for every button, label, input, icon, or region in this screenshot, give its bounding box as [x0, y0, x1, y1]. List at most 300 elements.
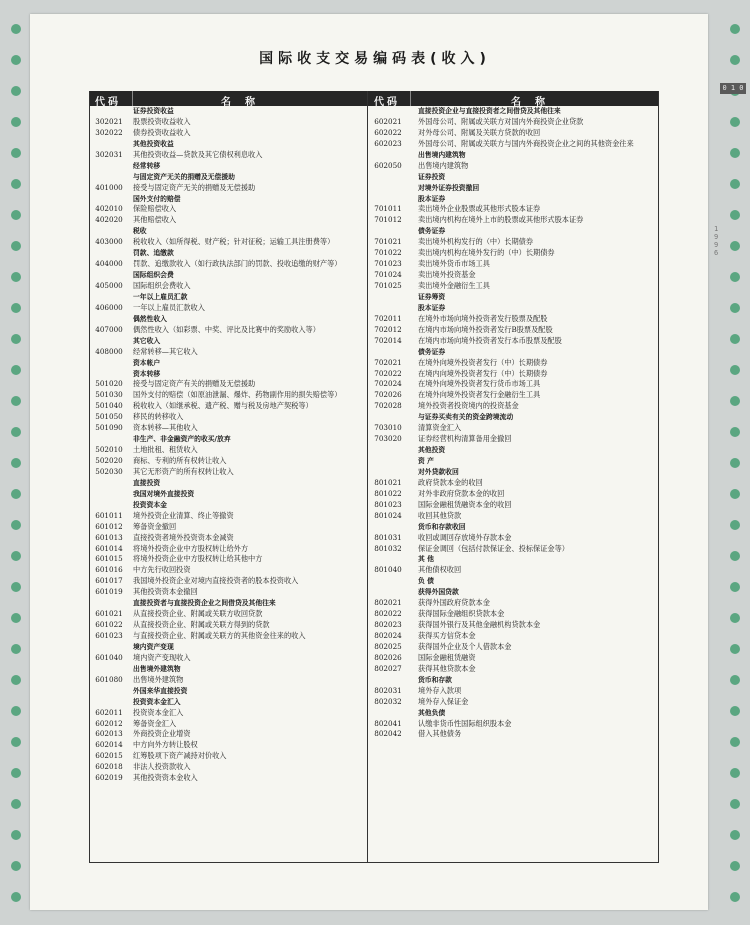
section-heading-row — [368, 708, 658, 719]
name-cell: 获得国际金融组织贷款本金 — [418, 609, 505, 619]
name-cell: 境外存入保证金 — [418, 696, 469, 706]
section-heading-row — [89, 336, 367, 347]
name-cell: 清算资金汇入 — [418, 423, 462, 433]
section-heading-row — [368, 303, 658, 314]
section-heading-row — [89, 642, 367, 653]
table-row — [89, 609, 367, 620]
code-cell: 601021 — [95, 609, 123, 619]
name-cell: 国际组织会费收入 — [133, 281, 191, 290]
table-row — [368, 631, 658, 642]
table-row — [368, 729, 658, 740]
table-row — [89, 347, 367, 358]
code-cell: 801022 — [374, 488, 402, 498]
code-cell: 601014 — [95, 543, 123, 553]
code-cell: 801031 — [374, 532, 402, 542]
code-cell: 702028 — [374, 401, 402, 411]
feed-hole — [730, 24, 740, 34]
table-row — [89, 215, 367, 226]
name-cell: 移民的转移收入 — [133, 412, 184, 422]
name-cell: 国外支付的赔偿 — [133, 194, 181, 203]
code-cell: 501090 — [95, 423, 123, 433]
code-cell: 702011 — [374, 313, 402, 323]
name-cell: 投资资本金汇入 — [133, 707, 184, 717]
table-row — [368, 511, 658, 522]
code-cell: 701024 — [374, 270, 402, 280]
code-cell: 602050 — [374, 160, 402, 170]
name-cell: 证券筹资 — [418, 292, 446, 301]
code-cell: 602012 — [95, 718, 123, 728]
table-row — [89, 751, 367, 762]
name-cell: 将境外投资企业中方股权转让给其他中方 — [133, 554, 263, 564]
code-cell: 802042 — [374, 729, 402, 739]
name-cell: 一年以上雇员汇款收入 — [133, 302, 205, 312]
name-cell: 在境外向境外投资者发行（中）长期债券 — [418, 357, 548, 367]
name-header: 名称 — [511, 97, 559, 108]
feed-hole — [730, 210, 740, 220]
table-row — [89, 390, 367, 401]
frame-line-right — [658, 91, 659, 862]
code-cell: 502010 — [95, 445, 123, 455]
name-cell: 境外投资者投资境内的投资基金 — [418, 401, 519, 411]
section-heading-row — [368, 412, 658, 423]
name-cell: 税收收入（如所得税、财产税；针对征税；运输工具注册费等） — [133, 237, 335, 247]
feed-hole — [11, 86, 21, 96]
name-cell: 卖出境外企业股票或其他形式股本证券 — [418, 204, 541, 214]
code-cell: 702014 — [374, 335, 402, 345]
feed-hole — [11, 117, 21, 127]
code-cell: 601019 — [95, 587, 123, 597]
table-row — [368, 117, 658, 128]
code-cell: 602019 — [95, 773, 123, 783]
feed-hole — [11, 830, 21, 840]
feed-hole — [11, 365, 21, 375]
feed-hole — [730, 334, 740, 344]
table-row — [368, 215, 658, 226]
name-cell: 获得国外银行及其他金融机构贷款本金 — [418, 620, 541, 630]
frame-line-bottom — [89, 862, 659, 863]
name-cell: 货币和存款收回 — [418, 522, 466, 531]
table-row — [368, 336, 658, 347]
table-row — [89, 522, 367, 533]
table-row — [89, 401, 367, 412]
section-heading-row — [89, 489, 367, 500]
name-cell: 债务证券 — [418, 347, 446, 356]
table-row — [89, 325, 367, 336]
name-cell: 卖出境外机构发行的（中）长期债券 — [418, 237, 534, 247]
name-cell: 债务证券 — [418, 227, 446, 236]
code-cell: 602022 — [374, 127, 402, 137]
name-cell: 其他负债 — [418, 708, 446, 717]
section-heading-row — [89, 226, 367, 237]
name-cell: 获得外国贷款 — [418, 588, 459, 597]
feed-hole — [11, 737, 21, 747]
code-cell: 701012 — [374, 215, 402, 225]
table-row — [368, 434, 658, 445]
feed-hole — [730, 644, 740, 654]
code-cell: 802041 — [374, 718, 402, 728]
code-cell: 802025 — [374, 641, 402, 651]
code-cell: 602015 — [95, 751, 123, 761]
table-row — [368, 325, 658, 336]
table-row — [368, 478, 658, 489]
section-heading-row — [89, 106, 367, 117]
section-heading-row — [368, 456, 658, 467]
frame-line-middle — [367, 91, 368, 862]
side-label: 0 1 0 — [720, 83, 746, 94]
table-row — [89, 729, 367, 740]
feed-hole — [730, 179, 740, 189]
code-cell: 802032 — [374, 696, 402, 706]
name-cell: 国际金融租赁融资 — [418, 652, 476, 662]
code-cell: 703010 — [374, 423, 402, 433]
section-heading-row — [368, 554, 658, 565]
feed-hole — [730, 303, 740, 313]
code-cell: 601022 — [95, 620, 123, 630]
code-cell: 407000 — [95, 324, 123, 334]
code-cell: 802023 — [374, 620, 402, 630]
name-cell: 其 他 — [418, 555, 434, 564]
section-heading-row — [89, 434, 367, 445]
table-row — [89, 511, 367, 522]
header-divider — [410, 91, 411, 106]
table-row — [368, 314, 658, 325]
code-cell: 601012 — [95, 521, 123, 531]
name-cell: 卖出境外投资基金 — [418, 270, 476, 280]
code-cell: 601016 — [95, 565, 123, 575]
feed-hole — [730, 892, 740, 902]
name-cell: 土地批租、租赁收入 — [133, 445, 198, 455]
right-tractor-strip — [718, 0, 750, 925]
code-cell: 802031 — [374, 685, 402, 695]
name-cell: 证券投资收益 — [133, 107, 174, 115]
table-row — [368, 401, 658, 412]
code-cell: 402010 — [95, 204, 123, 214]
name-cell: 资本帐户 — [133, 358, 161, 367]
table-row — [89, 773, 367, 784]
name-cell: 我国对境外直接投资 — [133, 489, 195, 498]
table-row — [89, 533, 367, 544]
code-cell: 501050 — [95, 412, 123, 422]
name-cell: 对外母公司、附属及关联方贷款的收回 — [418, 127, 541, 137]
right-column-header — [368, 91, 658, 106]
code-cell: 702026 — [374, 390, 402, 400]
name-cell: 出售境内建筑物 — [418, 160, 469, 170]
code-cell: 602013 — [95, 729, 123, 739]
table-row — [89, 544, 367, 555]
feed-hole — [730, 737, 740, 747]
table-row — [368, 161, 658, 172]
section-heading-row — [89, 598, 367, 609]
name-cell: 出售境外建筑物 — [133, 664, 181, 673]
name-cell: 从直接投资企业、附属或关联方收回贷款 — [133, 609, 263, 619]
name-cell: 税收收入（如继承税、遗产税、赠与税及房地产契税等） — [133, 401, 313, 411]
name-cell: 非生产、非金融资产的收买/放弃 — [133, 435, 231, 444]
name-cell: 经常转移 — [133, 161, 161, 170]
name-cell: 直接投资者与直接投资企业之间借贷及其他往来 — [133, 599, 276, 608]
code-cell: 402020 — [95, 215, 123, 225]
code-cell: 601015 — [95, 554, 123, 564]
code-cell: 302021 — [95, 116, 123, 126]
table-row — [368, 697, 658, 708]
code-cell: 702024 — [374, 379, 402, 389]
table-row — [368, 270, 658, 281]
table-row — [89, 675, 367, 686]
feed-hole — [11, 334, 21, 344]
code-cell: 701011 — [374, 204, 402, 214]
feed-hole — [730, 861, 740, 871]
section-heading-row — [89, 139, 367, 150]
code-cell: 502020 — [95, 456, 123, 465]
feed-hole — [730, 427, 740, 437]
right-column — [368, 91, 658, 740]
name-cell: 外国母公司、附属或关联方与国内外商投资企业之间的其他资金往来 — [418, 138, 634, 148]
section-heading-row — [89, 314, 367, 325]
side-mark: 1 9 9 6 — [714, 225, 719, 257]
table-row — [89, 204, 367, 215]
feed-hole — [11, 799, 21, 809]
name-cell: 红筹股项下资产减持对价收入 — [133, 751, 227, 761]
table-row — [89, 379, 367, 390]
name-cell: 境内资产变现 — [133, 642, 174, 651]
code-cell: 601080 — [95, 674, 123, 684]
name-cell: 罚款、追缴款 — [133, 249, 174, 258]
table-row — [368, 500, 658, 511]
name-cell: 获得买方信贷本金 — [418, 631, 476, 640]
code-cell: 602014 — [95, 740, 123, 750]
name-cell: 罚款、追缴款收入（如行政执法部门的罚款、投收追缴的财产等） — [133, 259, 342, 269]
name-cell: 卖出境内机构在境外上市的股票或其他形式股本证券 — [418, 215, 584, 225]
table-row — [368, 620, 658, 631]
name-cell: 与直接投资企业、附属或关联方的其他资金往来的收入 — [133, 631, 306, 640]
name-cell: 卖出境外货币市场工具 — [418, 259, 490, 269]
code-cell: 802022 — [374, 609, 402, 619]
name-cell: 证券投资 — [418, 172, 446, 181]
code-cell: 701022 — [374, 248, 402, 258]
name-cell: 与证券买卖有关的资金跨境流动 — [418, 413, 514, 422]
feed-hole — [11, 520, 21, 530]
table-row — [89, 554, 367, 565]
name-cell: 对外非政府贷款本金的收回 — [418, 488, 505, 498]
name-cell: 获得其他贷款本金 — [418, 663, 476, 673]
feed-hole — [730, 272, 740, 282]
name-cell: 将境外投资企业中方股权转让给外方 — [133, 543, 249, 553]
feed-hole — [11, 241, 21, 251]
table-row — [368, 565, 658, 576]
code-cell: 405000 — [95, 281, 123, 290]
table-row — [89, 281, 367, 292]
feed-hole — [11, 613, 21, 623]
section-heading-row — [89, 270, 367, 281]
code-cell: 702012 — [374, 324, 402, 334]
table-row — [368, 369, 658, 380]
name-cell: 出售境内建筑物 — [418, 150, 466, 159]
feed-hole — [730, 396, 740, 406]
left-column-header — [89, 91, 367, 106]
code-cell: 501020 — [95, 379, 123, 389]
feed-hole — [11, 148, 21, 158]
section-heading-row — [368, 576, 658, 587]
table-row — [89, 237, 367, 248]
table-row — [89, 653, 367, 664]
table-row — [368, 259, 658, 270]
feed-hole — [730, 830, 740, 840]
table-row — [368, 609, 658, 620]
table-row — [368, 237, 658, 248]
section-heading-row — [368, 194, 658, 205]
feed-hole — [730, 613, 740, 623]
name-cell: 对境外证券投资撤回 — [418, 183, 480, 192]
section-heading-row — [89, 664, 367, 675]
code-header: 代码 — [374, 97, 400, 108]
name-cell: 卖出境外金融衍生工具 — [418, 281, 490, 290]
code-header: 代码 — [95, 97, 121, 108]
feed-hole — [11, 675, 21, 685]
code-cell: 403000 — [95, 237, 123, 247]
name-cell: 商标、专利的所有权转让收入 — [133, 456, 227, 465]
feed-hole — [11, 24, 21, 34]
code-cell: 802026 — [374, 652, 402, 662]
code-cell: 701021 — [374, 237, 402, 247]
name-cell: 在境内市场向境外投资者发行本币股票及配股 — [418, 335, 562, 345]
code-cell: 703020 — [374, 434, 402, 444]
table-row — [89, 740, 367, 751]
code-cell: 801021 — [374, 477, 402, 487]
name-cell: 负 债 — [418, 577, 434, 586]
code-cell: 601017 — [95, 576, 123, 586]
code-cell: 602011 — [95, 707, 123, 717]
table-row — [368, 139, 658, 150]
name-cell: 股本证券 — [418, 303, 446, 312]
name-cell: 其他赔偿收入 — [133, 215, 177, 225]
section-heading-row — [368, 467, 658, 478]
name-cell: 资本转移 — [133, 369, 161, 378]
section-heading-row — [89, 248, 367, 259]
name-cell: 出售境外建筑物 — [133, 674, 184, 684]
feed-hole — [730, 241, 740, 251]
code-cell: 408000 — [95, 346, 123, 356]
table-row — [89, 620, 367, 631]
name-cell: 资 产 — [418, 457, 434, 465]
name-cell: 其他投资资本金撤回 — [133, 587, 198, 597]
section-heading-row — [89, 161, 367, 172]
feed-hole — [11, 706, 21, 716]
name-cell: 政府贷款本金的收回 — [418, 477, 483, 487]
name-cell: 其他投资 — [418, 446, 446, 455]
section-heading-row — [368, 675, 658, 686]
name-cell: 偶然性收入（如彩票、中奖、评比及比赛中的奖励收入等） — [133, 324, 320, 334]
table-row — [89, 587, 367, 598]
code-cell: 801024 — [374, 510, 402, 520]
name-cell: 其它收入 — [133, 336, 161, 345]
feed-hole — [730, 365, 740, 375]
table-row — [368, 489, 658, 500]
name-cell: 直接投资者境外投资资本金减资 — [133, 532, 234, 542]
name-cell: 其它无形资产的所有权转让收入 — [133, 466, 234, 476]
left-rows — [89, 106, 367, 784]
table-row — [368, 248, 658, 259]
code-cell: 601040 — [95, 652, 123, 662]
name-cell: 保证金调回（包括付款保证金、投标保证金等） — [418, 543, 569, 553]
section-heading-row — [368, 226, 658, 237]
name-cell: 收回或调回存放境外存款本金 — [418, 532, 512, 542]
left-tractor-strip — [0, 0, 32, 925]
table-row — [89, 183, 367, 194]
name-cell: 接受与固定资产有关的捐赠及无偿援助 — [133, 379, 256, 389]
feed-hole — [11, 582, 21, 592]
section-heading-row — [89, 358, 367, 369]
section-heading-row — [368, 445, 658, 456]
feed-hole — [11, 458, 21, 468]
code-cell: 302031 — [95, 149, 123, 159]
feed-hole — [11, 179, 21, 189]
name-cell: 经常转移—其它收入 — [133, 346, 198, 356]
name-cell: 其他投资资本金收入 — [133, 773, 198, 783]
name-cell: 筹备资金撤回 — [133, 521, 177, 531]
name-cell: 外国母公司、附属或关联方对国内外商投资企业贷款 — [418, 116, 584, 126]
code-cell: 701023 — [374, 259, 402, 269]
code-cell: 501040 — [95, 401, 123, 411]
section-heading-row — [89, 369, 367, 380]
code-cell: 406000 — [95, 302, 123, 312]
name-cell: 外国来华直接投资 — [133, 686, 188, 695]
code-cell: 601011 — [95, 510, 123, 520]
feed-hole — [730, 520, 740, 530]
table-row — [368, 358, 658, 369]
name-cell: 证券经营机构清算备用金撤回 — [418, 434, 512, 444]
name-cell: 在境外向境外投资者发行货币市场工具 — [418, 379, 541, 389]
name-cell: 获得外国政府贷款本金 — [418, 598, 490, 608]
name-cell: 从直接投资企业、附属或关联方得到的贷款 — [133, 620, 270, 630]
name-cell: 其他债权收回 — [418, 565, 462, 575]
table-row — [89, 565, 367, 576]
name-cell: 直接投资 — [133, 478, 161, 487]
header-divider — [132, 91, 133, 106]
code-cell: 602023 — [374, 138, 402, 148]
table-row — [368, 379, 658, 390]
name-cell: 直接投资企业与直接投资者之间借贷及其他往来 — [418, 107, 561, 115]
feed-hole — [730, 117, 740, 127]
name-cell: 筹备资金汇入 — [133, 718, 177, 728]
name-cell: 税收 — [133, 227, 147, 236]
feed-hole — [11, 303, 21, 313]
code-cell: 302022 — [95, 127, 123, 137]
name-cell: 境外投资企业清算、终止等撤资 — [133, 510, 234, 520]
name-cell: 对外贷款收回 — [418, 467, 459, 476]
name-cell: 投资资本金 — [133, 500, 167, 509]
name-cell: 在境内市场向境外投资者发行B股票及配股 — [418, 324, 553, 334]
name-cell: 我国境外投资企业对境内直接投资者的股本投资收入 — [133, 576, 299, 586]
table-row — [89, 708, 367, 719]
table-row — [89, 259, 367, 270]
table-row — [368, 204, 658, 215]
table-row — [89, 467, 367, 478]
feed-hole — [11, 861, 21, 871]
code-cell: 702022 — [374, 368, 402, 378]
code-cell: 802021 — [374, 598, 402, 608]
table-row — [89, 719, 367, 730]
table-row — [368, 281, 658, 292]
section-heading-row — [89, 478, 367, 489]
code-cell: 501030 — [95, 390, 123, 400]
code-cell: 701025 — [374, 281, 402, 290]
table-row — [89, 423, 367, 434]
name-cell: 卖出境内机构在境外发行的（中）长期债券 — [418, 248, 555, 258]
section-heading-row — [89, 697, 367, 708]
name-cell: 保险赔偿收入 — [133, 204, 177, 214]
section-heading-row — [368, 587, 658, 598]
feed-hole — [11, 768, 21, 778]
name-cell: 偶然性收入 — [133, 314, 167, 323]
